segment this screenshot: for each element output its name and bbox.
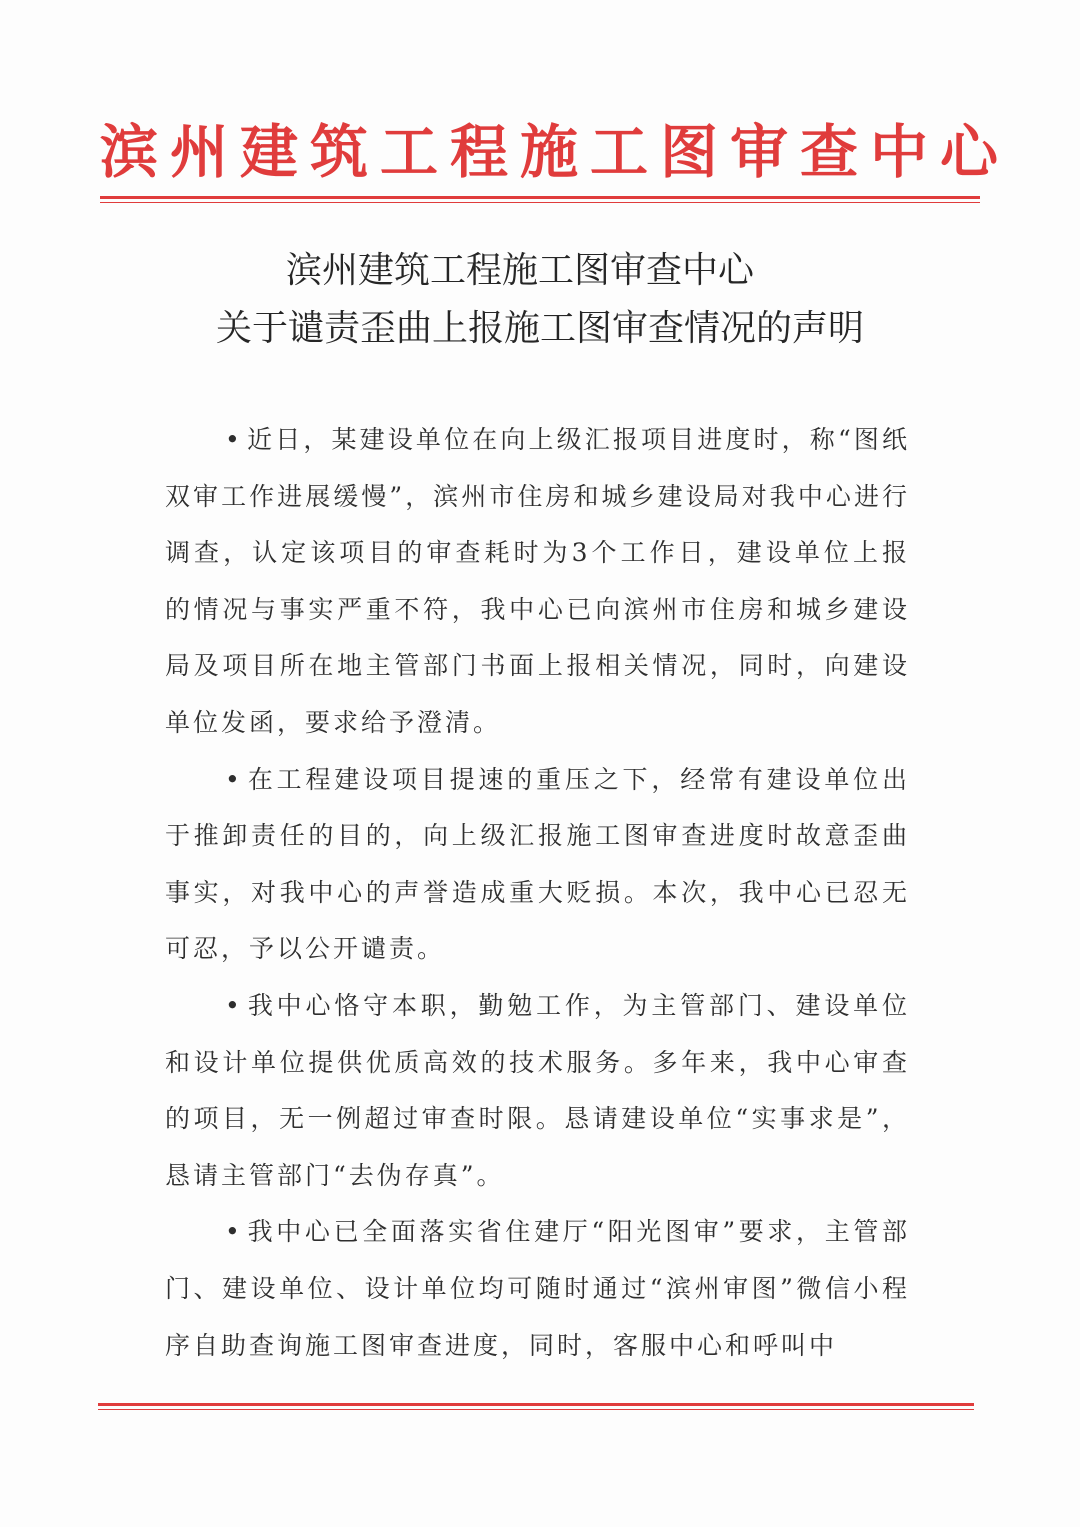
- paragraph-text: 我中心恪守本职，勤勉工作，为主管部门、建设单位和设计单位提供优质高效的技术服务。多年来，我中心审查的项目，无一例超过审查时限。恳请建设单位“实事求是”，恳请主管部门“去伪存真”。: [165, 990, 910, 1190]
- divider-thick-line: [100, 196, 980, 199]
- paragraph-3: [165, 978, 910, 1204]
- letterhead-divider: [100, 196, 980, 203]
- document-body: [165, 412, 910, 1374]
- document-title-line-2: 关于谴责歪曲上报施工图审查情况的声明: [215, 308, 864, 349]
- paragraph-2: [165, 752, 910, 978]
- paragraph-text: 我中心已全面落实省住建厅“阳光图审”要求，主管部门、建设单位、设计单位均可随时通过“滨州审图”微信小程序自助查询施工图审查进度，同时，客服中心和呼叫中: [165, 1217, 910, 1360]
- paragraph-4: [165, 1204, 910, 1374]
- bullet-icon: •: [225, 990, 243, 1020]
- bullet-icon: •: [225, 1217, 243, 1247]
- paragraph-text: 在工程建设项目提速的重压之下，经常有建设单位出于推卸责任的目的，向上级汇报施工图审查进度时故意歪曲事实，对我中心的声誉造成重大贬损。本次，我中心已忍无可忍，予以公开谴责。: [165, 764, 910, 964]
- divider-thin-line: [100, 202, 980, 203]
- paragraph-text: 近日，某建设单位在向上级汇报项目进度时，称“图纸双审工作进展缓慢”，滨州市住房和城乡建设局对我中心进行调查，认定该项目的审查耗时为3个工作日，建设单位上报的情况与事实严重不符，我中心已向滨州市住房和城乡建设局及项目所在地主管部门书面上报相关情况，同时，向建设单位发函，要求给予澄清。: [165, 425, 910, 737]
- bullet-icon: •: [225, 425, 243, 454]
- document-title-line-1: 滨州建筑工程施工图审查中心: [285, 250, 754, 291]
- divider-thin-line: [98, 1409, 974, 1410]
- letterhead-org-name: 滨州建筑工程施工图审查中心: [100, 118, 1011, 186]
- paragraph-1: [165, 412, 910, 752]
- bullet-icon: •: [225, 764, 243, 794]
- footer-divider: [98, 1403, 974, 1410]
- divider-thick-line: [98, 1403, 974, 1406]
